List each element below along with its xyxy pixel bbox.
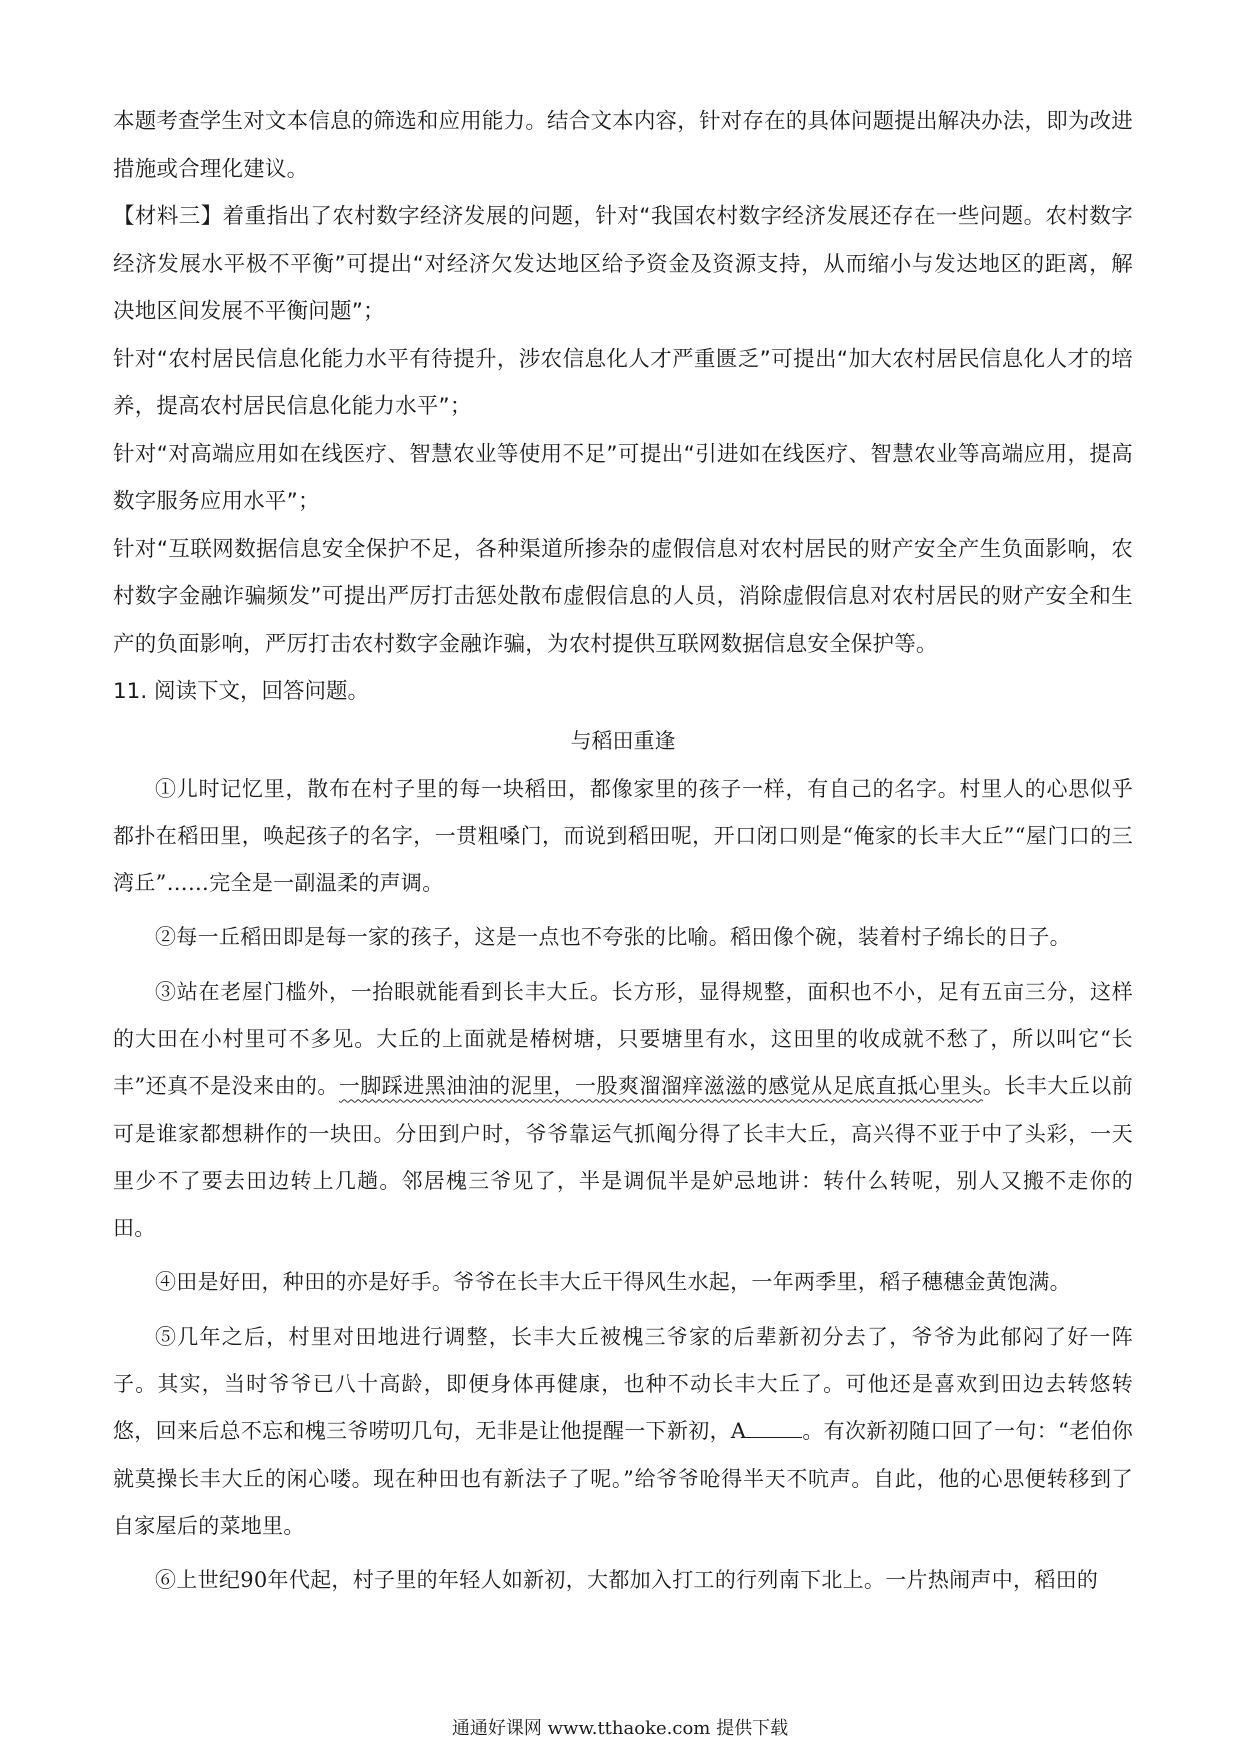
story-title: 与稻田重逢 (570, 728, 676, 753)
fill-in-blank (746, 1419, 802, 1438)
wavy-underlined-sentence: 一脚踩进黑油油的泥里，一股爽溜溜痒滋滋的感觉从足底直抵心里头 (338, 1074, 983, 1099)
analysis-paragraph-3: 针对“农村居民信息化能力水平有待提升，涉农信息化人才严重匮乏”可提出“加大农村居民信息化人才的培养，提高农村居民信息化能力水平”； (113, 346, 1133, 419)
story-paragraph-5-part-a: ⑤几年之后，村里对田地进行调整，长丰大丘被槐三爷家的后辈新初分去了，爷爷为此郁闷了好一阵子。其实，当时爷爷已八十高龄，即便身体再健康，也种不动长丰大丘了。可他还是喜欢到田边去转悠转悠，回来后总不忘和槐三爷唠叨几句，无非是让他提醒一下新初， (113, 1324, 1133, 1444)
story-paragraph-6: ⑥上世纪90年代起，村子里的年轻人如新初，大都加入打工的行列南下北上。一片热闹声中，稻田的 (155, 1568, 1099, 1593)
story-paragraph-1: ①儿时记忆里，散布在村子里的每一块稻田，都像家里的孩子一样，有自己的名字。村里人的心思似乎都扑在稻田里，唤起孩子的名字，一贯粗嗓门，而说到稻田呢，开口闭口则是“俺家的长丰大丘”“屋门口的三湾丘”……完全是一副温柔的声调。 (113, 776, 1133, 896)
story-paragraph-3 (113, 969, 1133, 1253)
blank-label: A (730, 1419, 747, 1444)
story-paragraph-3-part-a: ③站在老屋门槛外，一抬眼就能看到长丰大丘。长方形，显得规整，面积也不小，足有五亩三分，这样的大田在小村里可不多见。大丘的上面就是椿树塘，只要塘里有水，这田里的收成就不愁了，所以叫它“长丰”还真不是没来由的。 (113, 979, 1133, 1099)
analysis-paragraph-2: 【材料三】着重指出了农村数字经济发展的问题，针对“我国农村数字经济发展还存在一些问题。农村数字经济发展水平极不平衡”可提出“对经济欠发达地区给予资金及资源支持，从而缩小与发达地区的距离，解决地区间发展不平衡问题”； (113, 204, 1133, 324)
story-paragraph-4: ④田是好田，种田的亦是好手。爷爷在长丰大丘干得风生水起，一年两季里，稻子穗穗金黄饱满。 (155, 1270, 1071, 1295)
story-paragraph-3-part-b: 。长丰大丘以前可是谁家都想耕作的一块田。分田到户时，爷爷靠运气抓阄分得了长丰大丘，高兴得不亚于中了头彩，一天里少不了要去田边转上几趟。邻居槐三爷见了，半是调侃半是妒忌地讲：转什么转呢，别人又搬不走你的田。 (113, 1074, 1133, 1241)
question-label: 11. 阅读下文，回答问题。 (113, 679, 370, 704)
page-content (113, 98, 1133, 1612)
story-paragraph-2: ②每一丘稻田即是每一家的孩子，这是一点也不夸张的比喻。稻田像个碗，装着村子绵长的日子。 (155, 925, 1071, 950)
analysis-paragraph-4: 针对“对高端应用如在线医疗、智慧农业等使用不足”可提出“引进如在线医疗、智慧农业等高端应用，提高数字服务应用水平”； (113, 441, 1133, 514)
story-paragraph-5 (113, 1314, 1133, 1550)
analysis-paragraph-5: 针对“互联网数据信息安全保护不足，各种渠道所掺杂的虚假信息对农村居民的财产安全产生负面影响，农村数字金融诈骗频发”可提出严厉打击惩处散布虚假信息的人员，消除虚假信息对农村居民的财产安全和生产的负面影响，严厉打击农村数字金融诈骗，为农村提供互联网数据信息安全保护等。 (113, 536, 1133, 657)
story-paragraph-5-part-b: 。有次新初随口回了一句：“老伯你就莫操长丰大丘的闲心喽。现在种田也有新法子了呢。”给爷爷呛得半天不吭声。自此，他的心思便转移到了自家屋后的菜地里。 (113, 1419, 1133, 1538)
analysis-paragraph-1: 本题考查学生对文本信息的筛选和应用能力。结合文本内容，针对存在的具体问题提出解决办法，即为改进措施或合理化建议。 (113, 109, 1133, 182)
footer-watermark: 通通好课网 www.tthaoke.com 提供下载 (451, 1718, 789, 1739)
